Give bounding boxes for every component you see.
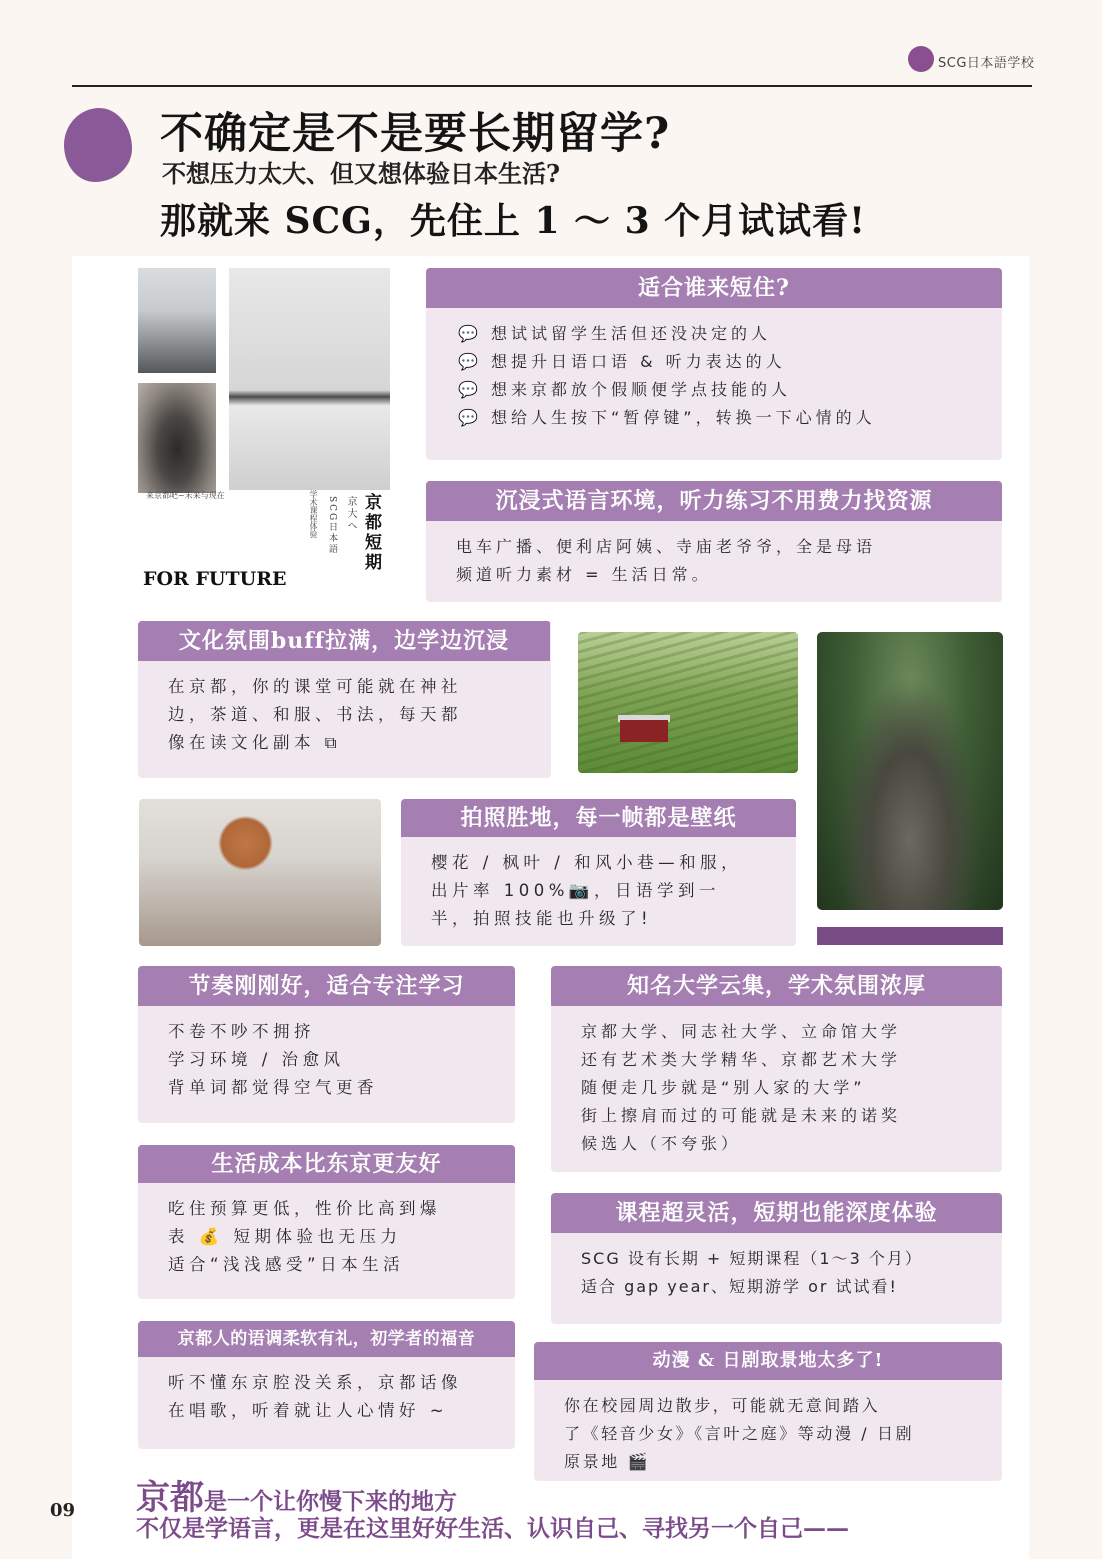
card-university-line: 随便走几步就是“别人家的大学”	[581, 1078, 866, 1097]
purple-blob-decoration	[64, 108, 132, 182]
collage-vertical-sub2: SCG日本語	[327, 496, 337, 556]
footer-kyoto: 京都	[136, 1478, 204, 1518]
page-subtitle: 不想压力太大、但又想体验日本生活?	[162, 159, 561, 188]
card-photo-spot-line: 出片率 100%📷，日语学到一	[431, 881, 720, 900]
card-dialect	[138, 1321, 515, 1449]
card-photo-spot-title: 拍照胜地，每一帧都是壁纸	[401, 799, 796, 837]
card-university	[551, 966, 1002, 1172]
card-photo-spot-line: 半，拍照技能也升级了!	[431, 909, 653, 928]
card-immersion-line: 电车广播、便利店阿姨、寺庙老爷爷，全是母语	[456, 537, 877, 556]
tea-field-photo	[578, 632, 798, 773]
card-dialect-line: 听不懂东京腔没关系，京都话像	[168, 1373, 462, 1392]
student-group-photo	[229, 268, 390, 490]
page-title: 不确定是不是要长期留学?	[160, 109, 671, 159]
card-who-line: 💬 想试试留学生活但还没决定的人	[458, 324, 772, 343]
card-university-line: 京都大学、同志社大学、立命馆大学	[581, 1022, 902, 1041]
page-tagline: 那就来 SCG，先住上 1 ～ 3 个月试试看!	[160, 200, 866, 242]
card-university-line: 还有艺术类大学精华、京都艺术大学	[581, 1050, 902, 1069]
classroom-photo	[138, 268, 216, 373]
collage-caption: 来京都吧~未来与现在	[146, 491, 225, 500]
page-number: 09	[50, 1500, 76, 1521]
purple-accent-bar	[817, 927, 1003, 945]
students-group-photo	[139, 799, 381, 946]
card-university-line: 候选人（不夸张）	[581, 1134, 742, 1153]
card-anime-line: 你在校园周边散步，可能就无意间踏入	[564, 1396, 881, 1415]
card-dialect-line: 在唱歌，听着就让人心情好 ~	[168, 1401, 449, 1420]
card-immersion	[426, 481, 1002, 602]
header-divider	[72, 85, 1032, 87]
tunnel-arch-photo	[138, 383, 216, 493]
card-cost-line: 表 💰 短期体验也无压力	[168, 1227, 402, 1246]
card-who-line: 💬 想来京都放个假顺便学点技能的人	[458, 380, 792, 399]
red-house-shape	[620, 720, 668, 742]
card-anime-title: 动漫 & 日剧取景地太多了!	[534, 1342, 1002, 1380]
stone-statue-photo	[817, 632, 1003, 910]
card-culture-line: 边，茶道、和服、书法，每天都	[168, 705, 462, 724]
card-immersion-title: 沉浸式语言环境，听力练习不用费力找资源	[426, 481, 1002, 521]
card-rhythm-line: 背单词都觉得空气更香	[168, 1078, 378, 1097]
card-cost-title: 生活成本比东京更友好	[138, 1145, 515, 1183]
collage-vertical-sub1: 京大へ	[345, 496, 356, 532]
card-rhythm-line: 学习环境 / 治愈风	[168, 1050, 345, 1069]
card-culture-title: 文化氛围buff拉满，边学边沉浸	[138, 621, 550, 661]
card-course-line: 适合 gap year、短期游学 or 试试看!	[581, 1277, 898, 1296]
card-culture	[138, 621, 551, 778]
card-course-title: 课程超灵活，短期也能深度体验	[551, 1193, 1002, 1233]
card-rhythm-title: 节奏刚刚好，适合专注学习	[138, 966, 515, 1006]
card-rhythm-line: 不卷不吵不拥挤	[168, 1022, 315, 1041]
card-who-line: 💬 想提升日语口语 & 听力表达的人	[458, 352, 786, 371]
card-course-line: SCG 设有长期 + 短期课程（1～3 个月）	[581, 1249, 923, 1268]
card-dialect-title: 京都人的语调柔软有礼，初学者的福音	[138, 1321, 515, 1357]
card-university-title: 知名大学云集，学术氛围浓厚	[551, 966, 1002, 1006]
collage-vertical-sub3: 学术课程体验	[309, 490, 318, 538]
card-rhythm	[138, 966, 515, 1123]
card-who-title: 适合谁来短住?	[426, 268, 1002, 308]
card-university-line: 街上擦肩而过的可能就是未来的诺奖	[581, 1106, 902, 1125]
card-photo-spot	[401, 799, 796, 946]
card-who-line: 💬 想给人生按下“暂停键”，转换一下心情的人	[458, 408, 876, 427]
card-anime-line: 了《轻音少女》《言叶之庭》等动漫 / 日剧	[564, 1424, 915, 1443]
card-immersion-line: 频道听力素材 = 生活日常。	[456, 565, 712, 584]
footer-line-1-rest: 是一个让你慢下来的地方	[204, 1488, 457, 1515]
logo-circle-icon	[908, 46, 934, 72]
card-who	[426, 268, 1002, 460]
card-anime	[534, 1342, 1002, 1481]
collage-vertical-title: 京都短期	[361, 493, 381, 573]
card-culture-line: 在京都，你的课堂可能就在神社	[168, 677, 462, 696]
card-cost-line: 适合“浅浅感受”日本生活	[168, 1255, 405, 1274]
school-logo-text: SCG日本語学校	[938, 56, 1035, 71]
footer-line-2: 不仅是学语言，更是在这里好好生活、认识自己、寻找另一个自己——	[136, 1515, 849, 1542]
photo-collage	[138, 268, 390, 598]
for-future-label: FOR FUTURE	[143, 568, 287, 590]
card-course	[551, 1193, 1002, 1324]
card-cost-line: 吃住预算更低，性价比高到爆	[168, 1199, 441, 1218]
card-anime-line: 原景地 🎬	[564, 1452, 651, 1471]
card-culture-line: 像在读文化副本 ⧉	[168, 733, 342, 752]
card-photo-spot-line: 樱花 / 枫叶 / 和风小巷—和服，	[431, 853, 743, 872]
card-cost	[138, 1145, 515, 1299]
